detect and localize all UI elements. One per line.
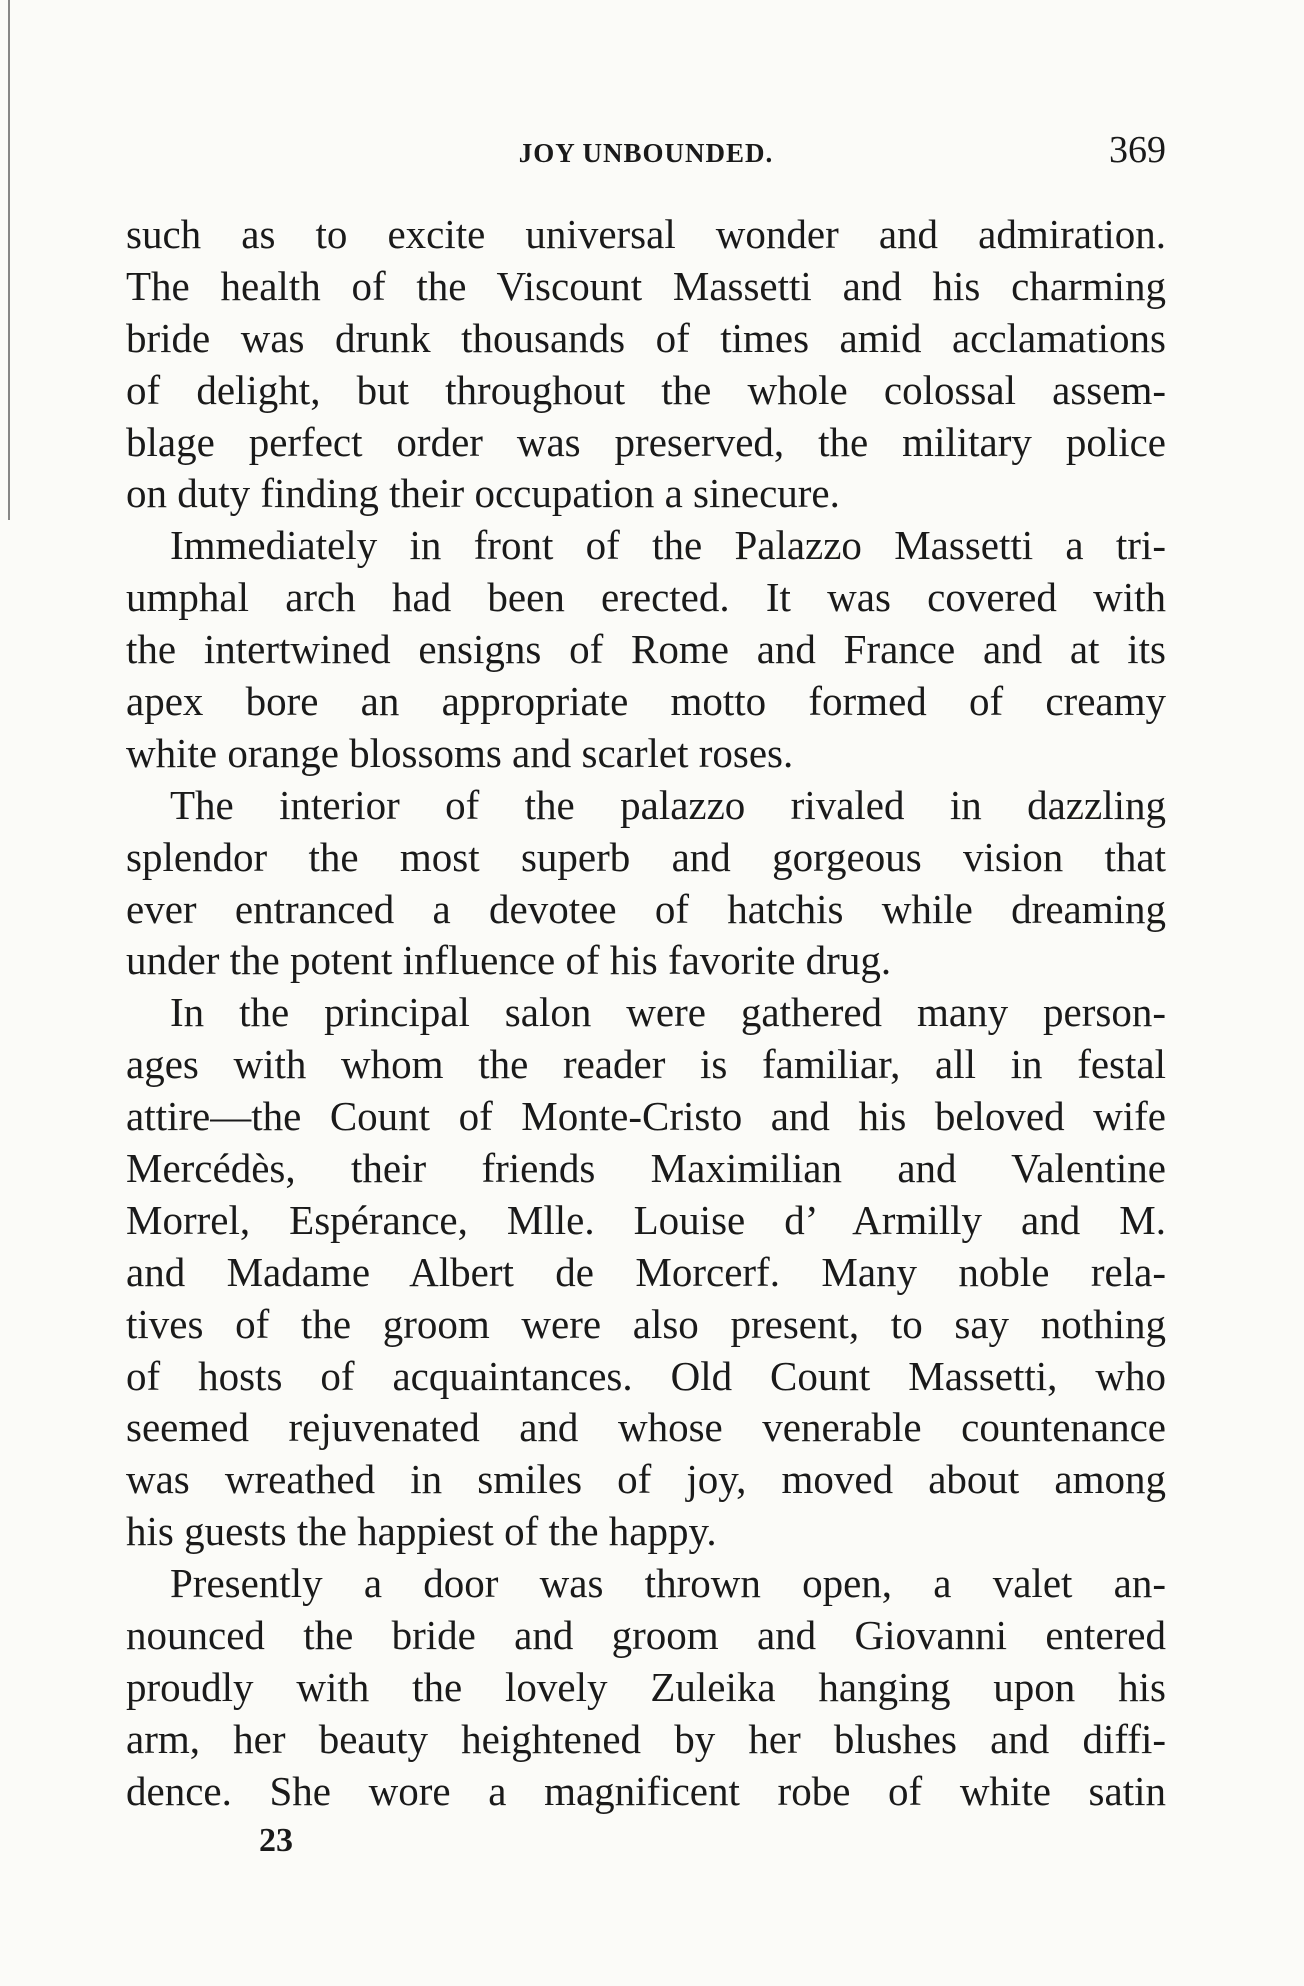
text-line: bride was drunk thousands of times amid acclamations xyxy=(126,314,1166,361)
text-line: arm, her beauty heightened by her blushes and diffi- xyxy=(126,1715,1166,1762)
text-line: seemed rejuvenated and whose venerable countenance xyxy=(126,1404,1166,1451)
text-line: attire—the Count of Monte-Cristo and his beloved wife xyxy=(126,1093,1166,1140)
text-line: on duty finding their occupation a sinecure. xyxy=(126,470,840,517)
paragraph xyxy=(126,1558,1166,1817)
paragraph xyxy=(126,780,1166,988)
text-line: Mercédès, their friends Maximilian and Valentine xyxy=(126,1145,1166,1192)
text-line: splendor the most superb and gorgeous vision that xyxy=(126,833,1166,880)
text-line: such as to excite universal wonder and admiration. xyxy=(126,211,1166,257)
signature-mark: 23 xyxy=(259,1822,293,1859)
text-line: ever entranced a devotee of hatchis while dreaming xyxy=(126,885,1166,932)
text-line: ages with whom the reader is familiar, all in festal xyxy=(126,1041,1166,1088)
text-line: Immediately in front of the Palazzo Massetti a tri- xyxy=(170,522,1166,569)
running-header xyxy=(126,128,1166,178)
page-number: 369 xyxy=(1109,129,1166,171)
text-line: Presently a door was thrown open, a valet an- xyxy=(170,1560,1166,1607)
text-line: The interior of the palazzo rivaled in dazzling xyxy=(170,781,1166,828)
text-line: dence. She wore a magnificent robe of white satin xyxy=(126,1767,1166,1814)
text-line: apex bore an appropriate motto formed of creamy xyxy=(126,678,1166,725)
text-line: white orange blossoms and scarlet roses. xyxy=(126,729,794,776)
text-line: The health of the Viscount Massetti and his charming xyxy=(126,262,1166,309)
text-line: was wreathed in smiles of joy, moved about among xyxy=(126,1456,1166,1503)
text-line: the intertwined ensigns of Rome and France and at its xyxy=(126,626,1166,673)
text-line: In the principal salon were gathered many person- xyxy=(170,989,1166,1036)
text-line: his guests the happiest of the happy. xyxy=(126,1508,717,1555)
text-line: and Madame Albert de Morcerf. Many noble rela- xyxy=(126,1248,1166,1295)
text-line: under the potent influence of his favorite drug. xyxy=(126,937,892,984)
text-line: nounced the bride and groom and Giovanni entered xyxy=(126,1612,1166,1659)
paragraph xyxy=(126,520,1166,779)
paragraph xyxy=(126,987,1166,1558)
text-line: tives of the groom were also present, to say nothing xyxy=(126,1300,1166,1347)
page-edge-line xyxy=(8,0,10,520)
paragraph xyxy=(126,209,1166,520)
running-title: JOY UNBOUNDED. xyxy=(518,138,774,168)
body-text xyxy=(126,209,1166,1818)
text-line: umphal arch had been erected. It was covered with xyxy=(126,574,1166,621)
text-line: of hosts of acquaintances. Old Count Massetti, who xyxy=(126,1352,1166,1399)
text-line: proudly with the lovely Zuleika hanging upon his xyxy=(126,1663,1166,1710)
text-line: blage perfect order was preserved, the military police xyxy=(126,418,1166,465)
text-line: Morrel, Espérance, Mlle. Louise d’ Armilly and M. xyxy=(126,1196,1166,1243)
text-line: of delight, but throughout the whole colossal assem- xyxy=(126,366,1166,413)
